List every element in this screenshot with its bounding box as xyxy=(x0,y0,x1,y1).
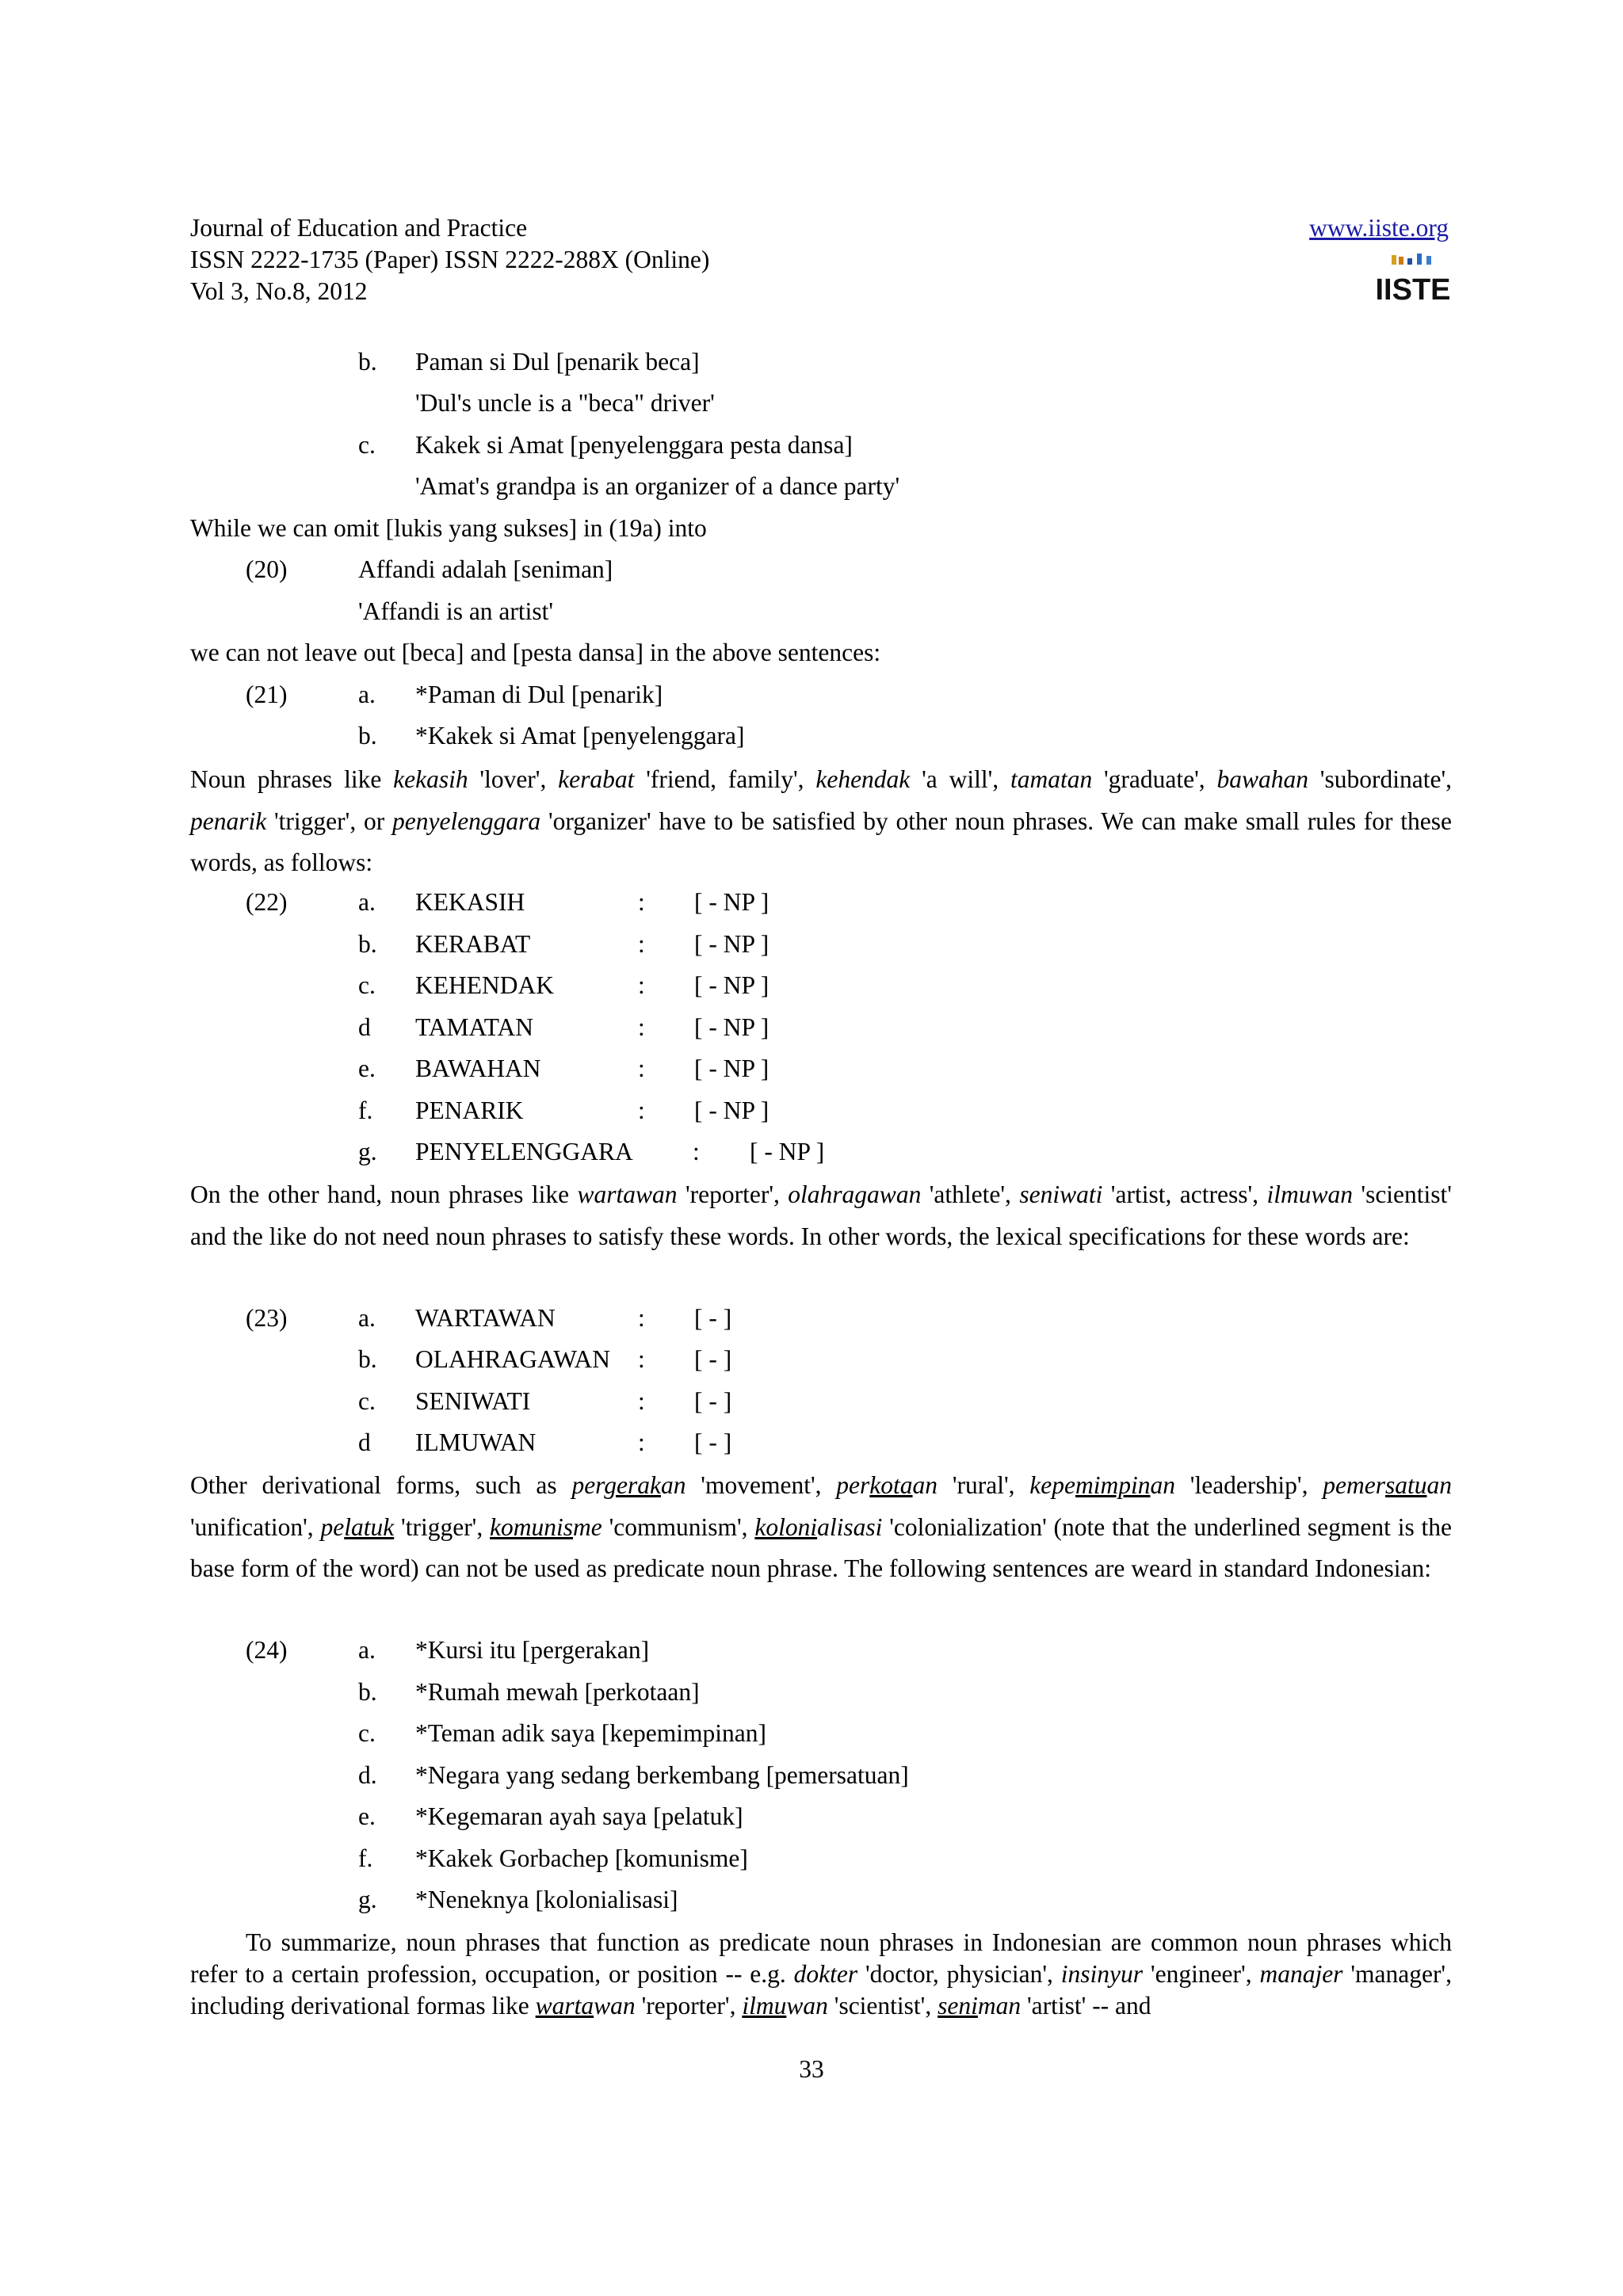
page-number: 33 xyxy=(799,2055,824,2083)
ex24-text: *Negara yang sedang berkembang [pemersatuan] xyxy=(415,1761,909,1789)
ex19-c-letter: c. xyxy=(358,431,376,459)
ex21-a-text: *Paman di Dul [penarik] xyxy=(415,681,663,708)
ex23-word: SENIWATI xyxy=(415,1387,531,1415)
ex23-colon: : xyxy=(638,1428,645,1456)
ex24-letter: g. xyxy=(358,1886,377,1913)
website-link[interactable]: www.iiste.org xyxy=(1309,214,1449,242)
ex22-letter: d xyxy=(358,1013,371,1041)
ex24-number: (24) xyxy=(246,1636,288,1664)
ex22-colon: : xyxy=(638,971,645,999)
ex22-word: KEKASIH xyxy=(415,888,525,916)
ex22-rule: [ - NP ] xyxy=(694,1013,769,1041)
ex22-colon: : xyxy=(638,1055,645,1082)
ex23-letter: d xyxy=(358,1428,371,1456)
iiste-logo xyxy=(1375,254,1451,307)
ex23-letter: c. xyxy=(358,1387,376,1415)
ex24-text: *Kegemaran ayah saya [pelatuk] xyxy=(415,1802,743,1830)
ex23-rule: [ - ] xyxy=(694,1387,732,1415)
ex22-rule: [ - NP ] xyxy=(694,971,769,999)
ex23-colon: : xyxy=(638,1304,645,1332)
para-noun-phrases: Noun phrases like kekasih 'lover', kerabat 'friend, family', kehendak 'a will', tamatan 'graduate', bawahan 'subordinate', penarik 'trigger', or penyelenggara 'organizer' have to be satisfied by other noun phrases. We can make small rules for these words, as follows: xyxy=(190,765,1453,876)
ex22-colon: : xyxy=(638,930,645,958)
ex19-b-gloss: 'Dul's uncle is a "beca" driver' xyxy=(415,389,715,417)
ex22-colon: : xyxy=(638,1097,645,1124)
volume-line: Vol 3, No.8, 2012 xyxy=(190,277,368,305)
para-summary: To summarize, noun phrases that function as predicate noun phrases in Indonesian are common noun phrases which refer to a certain profession, occupation, or position -- e.g. dokter 'doctor, physician', insinyur 'engineer', manajer 'manager', including derivational formas like wartawan 'reporter', ilmuwan 'scientist', seniman 'artist' -- and xyxy=(190,1928,1452,2019)
issn-line: ISSN 2222-1735 (Paper) ISSN 2222-288X (Online) xyxy=(190,246,710,273)
ex24-text: *Teman adik saya [kepemimpinan] xyxy=(415,1719,767,1747)
ex24-letter: f. xyxy=(358,1844,373,1872)
ex22-letter: f. xyxy=(358,1097,373,1124)
ex24-letter: e. xyxy=(358,1802,376,1830)
ex22-letter: c. xyxy=(358,971,376,999)
ex22-word: PENYELENGGARA xyxy=(415,1138,633,1165)
ex22-letter: b. xyxy=(358,930,377,958)
ex22-letter: a. xyxy=(358,888,376,916)
para-while: While we can omit [lukis yang sukses] in (19a) into xyxy=(190,514,707,542)
ex24-letter: d. xyxy=(358,1761,377,1789)
ex22-rule: [ - NP ] xyxy=(694,1097,769,1124)
ex23-rule: [ - ] xyxy=(694,1304,732,1332)
ex22-word: BAWAHAN xyxy=(415,1055,541,1082)
ex19-b-text: Paman si Dul [penarik beca] xyxy=(415,348,700,376)
para-leaveout: we can not leave out [beca] and [pesta dansa] in the above sentences: xyxy=(190,639,881,666)
ex20-gloss: 'Affandi is an artist' xyxy=(358,597,554,625)
ex24-text: *Neneknya [kolonialisasi] xyxy=(415,1886,678,1913)
ex19-c-text: Kakek si Amat [penyelenggara pesta dansa] xyxy=(415,431,853,459)
ex24-letter: b. xyxy=(358,1678,377,1706)
ex23-word: ILMUWAN xyxy=(415,1428,537,1456)
para-derivational: Other derivational forms, such as pergerakan 'movement', perkotaan 'rural', kepemimpinan 'leadership', pemersatuan 'unification', pelatuk 'trigger', komunisme 'communism', kolonialisasi 'colonialization' (note that the underlined segment is the base form of the word) can not be used as predicate noun phrase. The following sentences are weard in standard Indonesian: xyxy=(190,1471,1452,1582)
ex20-number: (20) xyxy=(246,555,288,583)
ex21-a-letter: a. xyxy=(358,681,376,708)
ex22-letter: e. xyxy=(358,1055,376,1082)
ex22-colon: : xyxy=(638,1013,645,1041)
ex23-colon: : xyxy=(638,1345,645,1373)
ex22-rule: [ - NP ] xyxy=(694,888,769,916)
ex23-letter: a. xyxy=(358,1304,376,1332)
ex22-word: KEHENDAK xyxy=(415,971,554,999)
journal-title: Journal of Education and Practice xyxy=(190,214,528,242)
ex22-rule: [ - NP ] xyxy=(750,1138,825,1165)
ex24-text: *Kursi itu [pergerakan] xyxy=(415,1636,650,1664)
ex23-word: WARTAWAN xyxy=(415,1304,556,1332)
ex23-rule: [ - ] xyxy=(694,1345,732,1373)
ex23-number: (23) xyxy=(246,1304,288,1332)
ex22-number: (22) xyxy=(246,888,288,916)
ex20-text: Affandi adalah [seniman] xyxy=(358,555,613,583)
ex22-colon: : xyxy=(638,888,645,916)
ex23-rule: [ - ] xyxy=(694,1428,732,1456)
ex23-colon: : xyxy=(638,1387,645,1415)
ex19-b-letter: b. xyxy=(358,348,377,376)
ex24-letter: a. xyxy=(358,1636,376,1664)
ex22-word: KERABAT xyxy=(415,930,531,958)
ex23-word: OLAHRAGAWAN xyxy=(415,1345,610,1373)
ex22-word: TAMATAN xyxy=(415,1013,533,1041)
ex24-text: *Rumah mewah [perkotaan] xyxy=(415,1678,700,1706)
logo-wordmark: IISTE xyxy=(1375,273,1451,307)
para-other-hand: On the other hand, noun phrases like wartawan 'reporter', olahragawan 'athlete', seniwati 'artist, actress', ilmuwan 'scientist' and the like do not need noun phrases to satisfy these words. In other words, the lexical specifications for these words are: xyxy=(190,1180,1452,1250)
ex21-b-letter: b. xyxy=(358,722,377,749)
ex23-letter: b. xyxy=(358,1345,377,1373)
ex22-word: PENARIK xyxy=(415,1097,524,1124)
ex24-text: *Kakek Gorbachep [komunisme] xyxy=(415,1844,748,1872)
ex22-rule: [ - NP ] xyxy=(694,1055,769,1082)
ex21-b-text: *Kakek si Amat [penyelenggara] xyxy=(415,722,745,749)
ex22-rule: [ - NP ] xyxy=(694,930,769,958)
ex21-number: (21) xyxy=(246,681,288,708)
ex19-c-gloss: 'Amat's grandpa is an organizer of a dance party' xyxy=(415,472,900,500)
ex24-letter: c. xyxy=(358,1719,376,1747)
ex22-letter: g. xyxy=(358,1138,377,1165)
ex22-colon: : xyxy=(693,1138,700,1165)
